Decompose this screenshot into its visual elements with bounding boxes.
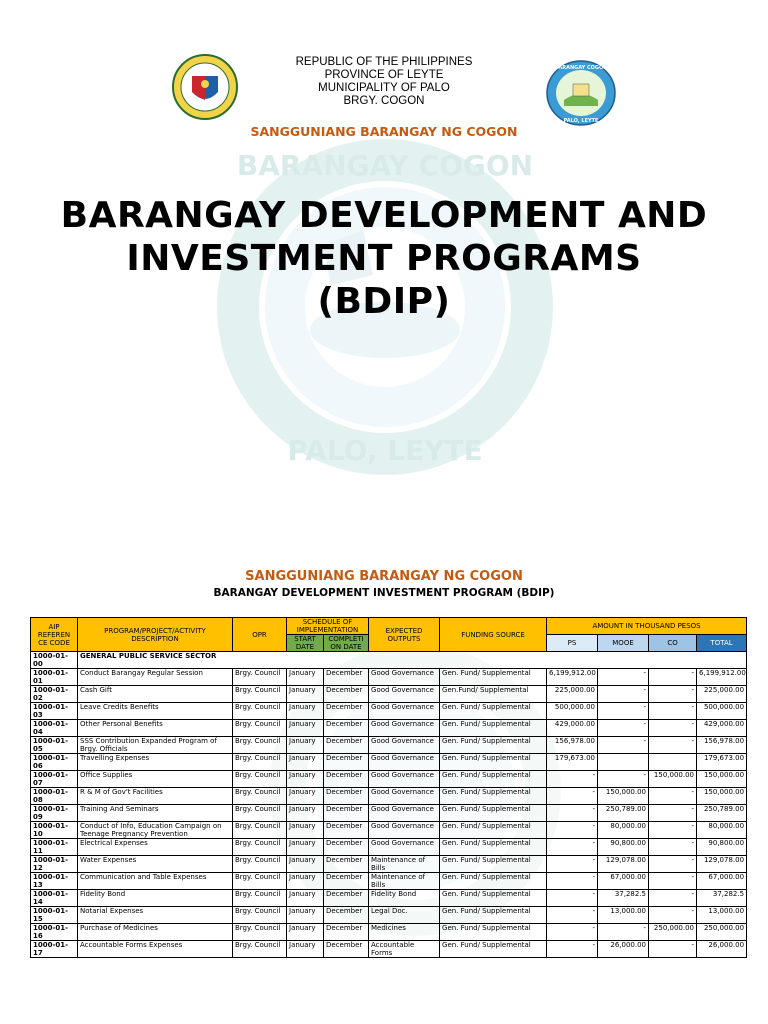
row-expected-output: Good Governance — [369, 754, 440, 771]
council-name: SANGGUNIANG BARANGAY NG COGON — [250, 124, 518, 139]
row-code: 1000-01-10 — [31, 822, 78, 839]
row-completion-date: December — [324, 839, 369, 856]
row-completion-date: December — [324, 924, 369, 941]
row-start-date: January — [287, 771, 324, 788]
row-total: 179,673.00 — [697, 754, 747, 771]
row-start-date: January — [287, 703, 324, 720]
row-total: 6,199,912.00 — [697, 669, 747, 686]
row-co: - — [649, 907, 697, 924]
row-mooe: 67,000.00 — [598, 873, 649, 890]
table-row — [31, 737, 747, 754]
row-code: 1000-01-17 — [31, 941, 78, 958]
row-ps: - — [547, 890, 598, 907]
row-start-date: January — [287, 737, 324, 754]
row-total: 26,000.00 — [697, 941, 747, 958]
table-row — [31, 890, 747, 907]
svg-text:BARANGAY COGON: BARANGAY COGON — [554, 65, 608, 71]
row-opr: Brgy. Council — [233, 822, 287, 839]
row-funding-source: Gen. Fund/ Supplemental — [440, 907, 547, 924]
row-total: 80,000.00 — [697, 822, 747, 839]
row-completion-date: December — [324, 941, 369, 958]
row-co: - — [649, 873, 697, 890]
row-description: SSS Contribution Expanded Program of Brgy. Officials — [78, 737, 233, 754]
svg-text:PALO, LEYTE: PALO, LEYTE — [287, 434, 483, 467]
letterhead-line: REPUBLIC OF THE PHILIPPINES — [295, 56, 473, 68]
row-description: Conduct Barangay Regular Session — [78, 669, 233, 686]
row-ps: - — [547, 771, 598, 788]
row-expected-output: Good Governance — [369, 703, 440, 720]
sector-row — [31, 652, 747, 669]
row-mooe: - — [598, 703, 649, 720]
table-row — [31, 924, 747, 941]
row-description: Travelling Expenses — [78, 754, 233, 771]
row-ps: 225,000.00 — [547, 686, 598, 703]
row-start-date: January — [287, 686, 324, 703]
table-row — [31, 873, 747, 890]
row-completion-date: December — [324, 737, 369, 754]
municipality-seal-logo — [172, 54, 238, 120]
header-amount: AMOUNT IN THOUSAND PESOS — [547, 618, 747, 635]
row-mooe: 150,000.00 — [598, 788, 649, 805]
row-description: Fidelity Bond — [78, 890, 233, 907]
row-opr: Brgy. Council — [233, 890, 287, 907]
table-row — [31, 788, 747, 805]
row-ps: 156,978.00 — [547, 737, 598, 754]
header-outputs: EXPECTED OUTPUTS — [369, 618, 440, 652]
letterhead-line: MUNICIPALITY OF PALO — [318, 82, 450, 94]
row-code: 1000-01-01 — [31, 669, 78, 686]
letterhead-line: PROVINCE OF LEYTE — [324, 69, 444, 81]
table-row — [31, 771, 747, 788]
header-funding: FUNDING SOURCE — [440, 618, 547, 652]
row-opr: Brgy. Council — [233, 703, 287, 720]
row-expected-output: Maintenance of Bills — [369, 873, 440, 890]
row-start-date: January — [287, 805, 324, 822]
row-co: 250,000.00 — [649, 924, 697, 941]
row-code: 1000-01-15 — [31, 907, 78, 924]
row-start-date: January — [287, 822, 324, 839]
header-ps: PS — [547, 635, 598, 652]
row-mooe: - — [598, 771, 649, 788]
row-opr: Brgy. Council — [233, 839, 287, 856]
row-description: Other Personal Benefits — [78, 720, 233, 737]
row-start-date: January — [287, 754, 324, 771]
row-code: 1000-01-04 — [31, 720, 78, 737]
row-completion-date: December — [324, 720, 369, 737]
cover-title — [0, 194, 768, 323]
row-funding-source: Gen. Fund/ Supplemental — [440, 924, 547, 941]
row-start-date: January — [287, 941, 324, 958]
row-expected-output: Good Governance — [369, 805, 440, 822]
row-code: 1000-01-08 — [31, 788, 78, 805]
row-completion-date: December — [324, 907, 369, 924]
row-opr: Brgy. Council — [233, 941, 287, 958]
row-expected-output: Good Governance — [369, 788, 440, 805]
row-ps: - — [547, 907, 598, 924]
row-code: 1000-01-05 — [31, 737, 78, 754]
row-total: 250,000.00 — [697, 924, 747, 941]
row-mooe: 250,789.00 — [598, 805, 649, 822]
row-funding-source: Gen. Fund/ Supplemental — [440, 771, 547, 788]
row-mooe: - — [598, 686, 649, 703]
row-mooe: - — [598, 669, 649, 686]
table-row — [31, 754, 747, 771]
row-co: - — [649, 737, 697, 754]
row-total: 156,978.00 — [697, 737, 747, 754]
row-total: 37,282.5 — [697, 890, 747, 907]
row-total: 13,000.00 — [697, 907, 747, 924]
row-expected-output: Accountable Forms — [369, 941, 440, 958]
row-expected-output: Maintenance of Bills — [369, 856, 440, 873]
row-expected-output: Good Governance — [369, 839, 440, 856]
row-code: 1000-01-03 — [31, 703, 78, 720]
row-total: 150,000.00 — [697, 771, 747, 788]
row-expected-output: Good Governance — [369, 686, 440, 703]
row-total: 150,000.00 — [697, 788, 747, 805]
row-mooe: 80,000.00 — [598, 822, 649, 839]
row-description: Notarial Expenses — [78, 907, 233, 924]
row-expected-output: Good Governance — [369, 720, 440, 737]
row-mooe: - — [598, 720, 649, 737]
header-total: TOTAL — [697, 635, 747, 652]
table-row — [31, 822, 747, 839]
row-mooe: 13,000.00 — [598, 907, 649, 924]
row-completion-date: December — [324, 754, 369, 771]
row-completion-date: December — [324, 856, 369, 873]
row-code: 1000-01-06 — [31, 754, 78, 771]
row-opr: Brgy. Council — [233, 754, 287, 771]
table-row — [31, 720, 747, 737]
row-completion-date: December — [324, 703, 369, 720]
row-co: - — [649, 805, 697, 822]
row-funding-source: Gen. Fund/ Supplemental — [440, 754, 547, 771]
row-funding-source: Gen. Fund/ Supplemental — [440, 873, 547, 890]
table-row — [31, 669, 747, 686]
header-program: PROGRAM/PROJECT/ACTIVITY DESCRIPTION — [78, 618, 233, 652]
row-opr: Brgy. Council — [233, 771, 287, 788]
row-completion-date: December — [324, 686, 369, 703]
row-description: Cash Gift — [78, 686, 233, 703]
row-expected-output: Legal Doc. — [369, 907, 440, 924]
row-completion-date: December — [324, 788, 369, 805]
row-opr: Brgy. Council — [233, 907, 287, 924]
bdip-table — [30, 617, 747, 958]
row-start-date: January — [287, 839, 324, 856]
row-co: - — [649, 941, 697, 958]
row-ps: 179,673.00 — [547, 754, 598, 771]
row-total: 429,000.00 — [697, 720, 747, 737]
row-description: Purchase of Medicines — [78, 924, 233, 941]
row-opr: Brgy. Council — [233, 669, 287, 686]
row-start-date: January — [287, 720, 324, 737]
row-expected-output: Medicines — [369, 924, 440, 941]
header-start: START DATE — [287, 635, 324, 652]
header-co: CO — [649, 635, 697, 652]
row-code: 1000-01-11 — [31, 839, 78, 856]
row-ps: - — [547, 788, 598, 805]
row-funding-source: Gen. Fund/ Supplemental — [440, 941, 547, 958]
row-description: Conduct of Info, Education Campaign on Teenage Pregnancy Prevention — [78, 822, 233, 839]
row-mooe: 90,800.00 — [598, 839, 649, 856]
row-completion-date: December — [324, 771, 369, 788]
row-co — [649, 754, 697, 771]
row-completion-date: December — [324, 890, 369, 907]
row-funding-source: Gen. Fund/ Supplemental — [440, 669, 547, 686]
row-code: 1000-01-16 — [31, 924, 78, 941]
table-row — [31, 805, 747, 822]
cover-title-line: INVESTMENT PROGRAMS — [126, 238, 642, 279]
row-code: 1000-01-02 — [31, 686, 78, 703]
row-mooe: 26,000.00 — [598, 941, 649, 958]
row-mooe: - — [598, 737, 649, 754]
row-completion-date: December — [324, 805, 369, 822]
row-ps: 500,000.00 — [547, 703, 598, 720]
row-total: 90,800.00 — [697, 839, 747, 856]
row-expected-output: Fidelity Bond — [369, 890, 440, 907]
row-expected-output: Good Governance — [369, 822, 440, 839]
row-opr: Brgy. Council — [233, 924, 287, 941]
row-description: R & M of Gov't Facilities — [78, 788, 233, 805]
svg-text:BARANGAY COGON: BARANGAY COGON — [236, 149, 534, 182]
row-opr: Brgy. Council — [233, 856, 287, 873]
header-completion: COMPLETI ON DATE — [324, 635, 369, 652]
row-description: Water Expenses — [78, 856, 233, 873]
header-opr: OPR — [233, 618, 287, 652]
row-description: Office Supplies — [78, 771, 233, 788]
row-opr: Brgy. Council — [233, 788, 287, 805]
row-co: - — [649, 669, 697, 686]
table-row — [31, 703, 747, 720]
row-co: - — [649, 703, 697, 720]
row-ps: - — [547, 924, 598, 941]
row-co: - — [649, 890, 697, 907]
row-total: 225,000.00 — [697, 686, 747, 703]
row-description: Training And Seminars — [78, 805, 233, 822]
cover-title-line: BARANGAY DEVELOPMENT AND — [60, 195, 708, 236]
row-total: 500,000.00 — [697, 703, 747, 720]
row-funding-source: Gen. Fund/ Supplemental — [440, 703, 547, 720]
row-co: - — [649, 822, 697, 839]
row-start-date: January — [287, 924, 324, 941]
row-completion-date: December — [324, 822, 369, 839]
row-ps: - — [547, 873, 598, 890]
row-start-date: January — [287, 890, 324, 907]
row-ps: 429,000.00 — [547, 720, 598, 737]
barangay-cogon-seal-logo — [546, 60, 616, 126]
row-funding-source: Gen. Fund/ Supplemental — [440, 805, 547, 822]
program-title: BARANGAY DEVELOPMENT INVESTMENT PROGRAM (BDIP) — [213, 587, 555, 599]
table-row — [31, 856, 747, 873]
row-mooe: - — [598, 924, 649, 941]
row-opr: Brgy. Council — [233, 737, 287, 754]
row-expected-output: Good Governance — [369, 771, 440, 788]
row-co: - — [649, 720, 697, 737]
row-start-date: January — [287, 856, 324, 873]
row-start-date: January — [287, 669, 324, 686]
row-co: - — [649, 686, 697, 703]
row-opr: Brgy. Council — [233, 805, 287, 822]
letterhead — [230, 56, 538, 108]
row-ps: - — [547, 856, 598, 873]
table-row — [31, 686, 747, 703]
row-funding-source: Gen. Fund/ Supplemental — [440, 822, 547, 839]
row-description: Electrical Expenses — [78, 839, 233, 856]
row-expected-output: Good Governance — [369, 737, 440, 754]
sector-code: 1000-01-00 — [31, 652, 78, 669]
row-funding-source: Gen. Fund/ Supplemental — [440, 856, 547, 873]
header-schedule: SCHEDULE OF IMPLEMENTATION — [287, 618, 369, 635]
row-completion-date: December — [324, 873, 369, 890]
row-opr: Brgy. Council — [233, 686, 287, 703]
row-ps: - — [547, 839, 598, 856]
row-total: 250,789.00 — [697, 805, 747, 822]
row-expected-output: Good Governance — [369, 669, 440, 686]
row-code: 1000-01-09 — [31, 805, 78, 822]
row-ps: - — [547, 805, 598, 822]
row-code: 1000-01-13 — [31, 873, 78, 890]
row-start-date: January — [287, 907, 324, 924]
row-ps: - — [547, 941, 598, 958]
row-mooe — [598, 754, 649, 771]
row-co: - — [649, 788, 697, 805]
row-completion-date: December — [324, 669, 369, 686]
row-code: 1000-01-07 — [31, 771, 78, 788]
cover-title-line: (BDIP) — [317, 281, 451, 322]
row-total: 129,078.00 — [697, 856, 747, 873]
row-funding-source: Gen.Fund/ Supplemental — [440, 686, 547, 703]
row-funding-source: Gen. Fund/ Supplemental — [440, 890, 547, 907]
row-ps: 6,199,912.00 — [547, 669, 598, 686]
row-start-date: January — [287, 873, 324, 890]
header-mooe: MOOE — [598, 635, 649, 652]
row-total: 67,000.00 — [697, 873, 747, 890]
row-code: 1000-01-12 — [31, 856, 78, 873]
row-code: 1000-01-14 — [31, 890, 78, 907]
table-row — [31, 907, 747, 924]
program-council-name: SANGGUNIANG BARANGAY NG COGON — [245, 569, 523, 584]
row-description: Accountable Forms Expenses — [78, 941, 233, 958]
row-funding-source: Gen. Fund/ Supplemental — [440, 839, 547, 856]
row-opr: Brgy. Council — [233, 873, 287, 890]
sector-label: GENERAL PUBLIC SERVICE SECTOR — [78, 652, 747, 669]
row-description: Communication and Table Expenses — [78, 873, 233, 890]
row-ps: - — [547, 822, 598, 839]
header-code: AIP REFEREN CE CODE — [31, 618, 78, 652]
letterhead-line: BRGY. COGON — [343, 95, 425, 107]
row-mooe: 37,282.5 — [598, 890, 649, 907]
table-row — [31, 839, 747, 856]
row-co: - — [649, 839, 697, 856]
row-funding-source: Gen. Fund/ Supplemental — [440, 788, 547, 805]
table-row — [31, 941, 747, 958]
svg-text:PALO, LEYTE: PALO, LEYTE — [563, 118, 599, 124]
row-co: 150,000.00 — [649, 771, 697, 788]
row-opr: Brgy. Council — [233, 720, 287, 737]
row-description: Leave Credits Benefits — [78, 703, 233, 720]
row-mooe: 129,078.00 — [598, 856, 649, 873]
row-funding-source: Gen. Fund/ Supplemental — [440, 737, 547, 754]
row-start-date: January — [287, 788, 324, 805]
row-co: - — [649, 856, 697, 873]
row-funding-source: Gen. Fund/ Supplemental — [440, 720, 547, 737]
